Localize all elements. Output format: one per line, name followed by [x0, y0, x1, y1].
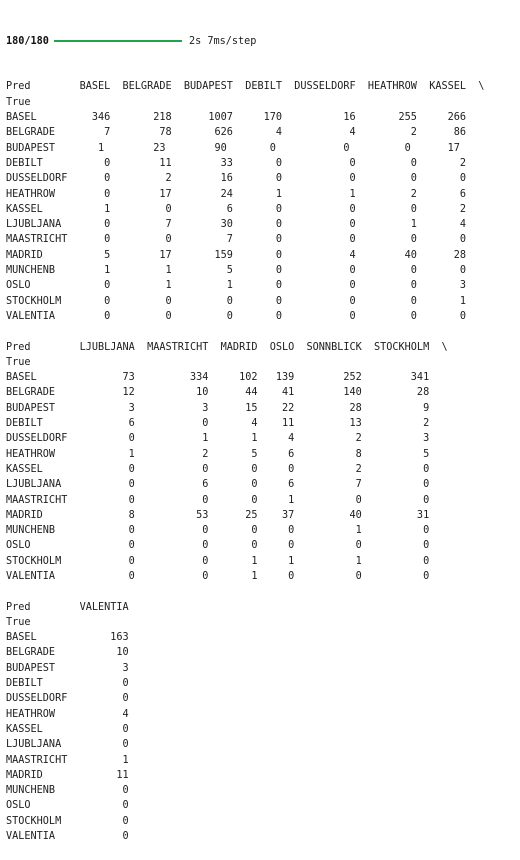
table-row: MADRID 11 — [6, 769, 129, 781]
table-row: HEATHROW 4 — [6, 708, 129, 720]
table-header-row: Pred BASEL BELGRADE BUDAPEST DEBILT DUSSELDORF HEATHROW KASSEL \ — [6, 81, 485, 93]
table-row: OSLO 0 0 0 0 0 0 — [6, 540, 430, 552]
table-row: LJUBLJANA 0 — [6, 739, 129, 751]
table-row: BUDAPEST 3 — [6, 662, 129, 674]
table-row: MUNCHENB 0 — [6, 785, 129, 797]
table-row: STOCKHOLM 0 0 0 0 0 0 1 — [6, 295, 467, 307]
table-block — [6, 600, 520, 845]
blank-line — [6, 324, 520, 339]
table-row: OSLO 0 1 1 0 0 0 3 — [6, 280, 467, 292]
confusion-matrix-output — [6, 79, 520, 844]
blank-line — [6, 584, 520, 599]
table-row: HEATHROW 0 17 24 1 1 2 6 — [6, 188, 467, 200]
table-row: VALENTIA 0 0 1 0 0 0 — [6, 570, 430, 582]
table-row: MADRID 8 53 25 37 40 31 — [6, 509, 430, 521]
table-row: BUDAPEST 1 23 90 0 0 0 17 — [6, 142, 460, 154]
table-row: MUNCHENB 1 1 5 0 0 0 0 — [6, 265, 467, 277]
table-row: BASEL 346 218 1007 170 16 255 266 — [6, 112, 467, 124]
table-header-row: Pred VALENTIA — [6, 601, 129, 613]
table-row: MAASTRICHT 0 0 7 0 0 0 0 — [6, 234, 467, 246]
table-row: VALENTIA 0 — [6, 831, 129, 843]
index-label: True — [6, 96, 31, 108]
table-row: DUSSELDORF 0 2 16 0 0 0 0 — [6, 173, 467, 185]
table-row: MADRID 5 17 159 0 4 40 28 — [6, 249, 467, 261]
table-row: LJUBLJANA 0 7 30 0 0 1 4 — [6, 219, 467, 231]
table-row: VALENTIA 0 0 0 0 0 0 0 — [6, 310, 467, 322]
table-header-row: Pred LJUBLJANA MAASTRICHT MADRID OSLO SONNBLICK STOCKHOLM \ — [6, 341, 448, 353]
table-row: DEBILT 6 0 4 11 13 2 — [6, 418, 430, 430]
table-row: LJUBLJANA 0 6 0 6 7 0 — [6, 479, 430, 491]
progress-count: 180/180 — [6, 35, 49, 47]
table-row: KASSEL 1 0 6 0 0 0 2 — [6, 203, 467, 215]
table-row: BASEL 73 334 102 139 252 341 — [6, 372, 430, 384]
table-row: MAASTRICHT 1 — [6, 754, 129, 766]
table-row: MAASTRICHT 0 0 0 1 0 0 — [6, 494, 430, 506]
table-row: MUNCHENB 0 0 0 0 1 0 — [6, 525, 430, 537]
table-row: BELGRADE 10 — [6, 647, 129, 659]
table-row: BELGRADE 7 78 626 4 4 2 86 — [6, 127, 467, 139]
progress-per-step: 7ms/step — [207, 35, 257, 47]
index-label: True — [6, 356, 31, 368]
table-row: DUSSELDORF 0 1 1 4 2 3 — [6, 433, 430, 445]
table-row: OSLO 0 — [6, 800, 129, 812]
table-row: STOCKHOLM 0 0 1 1 1 0 — [6, 555, 430, 567]
table-row: KASSEL 0 0 0 0 2 0 — [6, 463, 430, 475]
table-block — [6, 340, 520, 585]
progress-line — [6, 34, 520, 49]
table-row: DEBILT 0 11 33 0 0 0 2 — [6, 157, 467, 169]
table-row: KASSEL 0 — [6, 723, 129, 735]
table-row: HEATHROW 1 2 5 6 8 5 — [6, 448, 430, 460]
table-block — [6, 79, 520, 324]
table-row: BUDAPEST 3 3 15 22 28 9 — [6, 402, 430, 414]
table-row: DEBILT 0 — [6, 678, 129, 690]
table-row: BELGRADE 12 10 44 41 140 28 — [6, 387, 430, 399]
table-row: DUSSELDORF 0 — [6, 693, 129, 705]
table-row: BASEL 163 — [6, 632, 129, 644]
index-label: True — [6, 616, 31, 628]
table-row: STOCKHOLM 0 — [6, 815, 129, 827]
progress-time: 2s — [188, 35, 202, 47]
progress-bar — [54, 40, 182, 42]
